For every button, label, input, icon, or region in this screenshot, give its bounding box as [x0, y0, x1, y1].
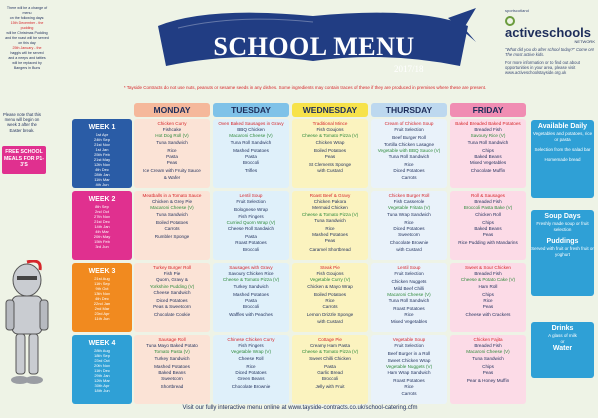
menu-item: Baked Breaded Baked Potatoes — [455, 121, 521, 126]
allergy-notice: * Tayside Contracts do not use nuts, peanuts or sesame seeds in any dishes. Some ingredients may contain traces of these if they are produced in premises where these are present. — [123, 85, 487, 90]
menu-item: Fruit Selection — [394, 343, 424, 349]
menu-item: Quorn, Gravy & — [156, 277, 188, 283]
menu-item: Tuna Roll Sandwich — [388, 154, 430, 160]
menu-item: Traditional Mince — [312, 121, 348, 126]
menu-item: Vegetable Soup — [392, 337, 426, 342]
title-banner — [148, 6, 478, 86]
menu-item: Macaroni Cheese (V) — [387, 291, 431, 297]
menu-item: Turkey Burger Roll — [152, 265, 192, 270]
menu-item: Creamy Ham Pasta — [309, 343, 351, 349]
menu-item: Cheese Roll Sandwich — [227, 226, 275, 232]
menu-item: Caramel Shortbread — [309, 246, 351, 252]
menu-item: Fish Pie — [163, 271, 181, 277]
menu-item: Turkey Sandwich — [154, 355, 190, 361]
menu-item: Ice Cream with Fruity Sauce — [143, 168, 201, 174]
menu-item: Diced Potatoes — [156, 298, 188, 304]
week-dates: 28th Aug 18th Sep 23rd Oct 20th Nov 11th Dec 29th Jan 12th Mar 30th Apr 18th Jun — [93, 348, 110, 393]
menu-item: Carrots — [401, 174, 417, 180]
menu-item: Baked Beans — [158, 370, 186, 376]
menu-item: Tuna Wrap Sandwich — [387, 211, 431, 217]
menu-item: Sausages with Gravy — [229, 265, 273, 270]
menu-item: Trifles — [244, 168, 258, 174]
menu-item: Chicken & Mayo Wrap — [307, 283, 353, 289]
menu-grid — [72, 103, 529, 403]
menu-item: Fruit Selection — [236, 199, 266, 205]
menu-item: Peas & Sweetcorn — [153, 304, 191, 310]
menu-item: Diced Potatoes — [393, 226, 425, 232]
menu-item: Rice Pudding with Mandarins — [458, 240, 518, 246]
soup-days-box: Soup Days Freshly made soup or fruit selection Puddings Served with fruit or fresh fruit or yoghurt — [531, 210, 594, 296]
menu-item: Broccoli — [242, 304, 260, 310]
menu-item: Fish Fingers — [238, 343, 264, 349]
day-header-friday: FRIDAY — [450, 103, 526, 117]
menu-item: Cheese & Tomato Pizza (V) — [301, 211, 359, 217]
menu-item: Broccoli Pasta Bake (V) — [463, 205, 513, 211]
menu-item: Bolognese Wrap — [234, 207, 268, 213]
menu-item: Carrots — [164, 226, 180, 232]
menu-item: Sweetcorn — [398, 232, 420, 238]
menu-item: Rice — [246, 363, 256, 369]
menu-item: Mashed Potatoes — [154, 363, 190, 369]
menu-item: Sweet Chilli Chicken — [309, 355, 351, 361]
menu-item: Mashed Potatoes — [312, 232, 348, 238]
menu-item: Sausage Roll — [158, 337, 186, 342]
menu-item: Chicken Roll — [475, 211, 501, 217]
menu-cell-week2-wednesday — [292, 191, 368, 260]
menu-item: with Custard — [317, 318, 343, 324]
menu-item: Vegetable Wrap (V) — [230, 349, 271, 355]
menu-item: BBQ Chicken — [237, 127, 265, 133]
menu-item: Chips — [482, 363, 494, 369]
menu-item: Boiled Potatoes — [313, 147, 347, 153]
menu-item: Diced Potatoes — [393, 168, 425, 174]
menu-item: Pasta — [166, 154, 178, 160]
menu-item: Lentil Soup — [239, 193, 263, 198]
menu-item: Curried Quorn Wrap (V) — [226, 219, 276, 225]
day-header-wednesday: WEDNESDAY — [292, 103, 368, 117]
menu-item: Fishcake — [162, 127, 182, 133]
menu-cell-week2-thursday — [371, 191, 447, 260]
menu-item: Diced Potatoes — [235, 370, 267, 376]
menu-cell-week4-monday — [134, 335, 210, 404]
menu-item: Chicken Curry — [157, 121, 187, 126]
menu-item: Chicken Wrap — [315, 139, 345, 145]
menu-item: Green Beans — [237, 376, 265, 382]
menu-item: Vegetable with BBQ Sauce (V) — [377, 147, 441, 153]
menu-item: Boiled Potatoes — [313, 291, 347, 297]
menu-item: Cheese & Tomato Pizza (V) — [301, 349, 359, 355]
menu-item: Rice — [404, 162, 414, 168]
menu-item: Breaded Fish — [474, 199, 502, 205]
menu-item: Rice — [404, 384, 414, 390]
menu-item: Tuna Roll Sandwich — [467, 139, 509, 145]
menu-item: Cheese & Tomato Pizza (V) — [222, 277, 280, 283]
menu-cell-week4-friday — [450, 335, 526, 404]
menu-item: Roast Beef & Gravy — [309, 193, 351, 198]
day-header-thursday: THURSDAY — [371, 103, 447, 117]
menu-item: Carrots — [401, 390, 417, 396]
menu-item: Vegetable Curry (V) — [309, 277, 351, 283]
available-daily-box: Available Daily Vegetables and potatoes, rice or pasta Selection from the salad bar Homemade bread — [531, 120, 594, 198]
menu-item: Cheese Roll — [238, 355, 264, 361]
menu-item: Fruit Selection — [394, 127, 424, 133]
footer-link-text: Visit our fully interactive menu online at www.tayside-contracts.co.uk/school-catering.cfm — [182, 405, 418, 411]
menu-item: with Custard — [396, 246, 422, 252]
menu-item: Tuna Sandwich — [156, 139, 188, 145]
menu-item: Tuna Sandwich — [472, 355, 504, 361]
menu-item: Sweet & Sour Chicken — [465, 265, 511, 270]
menu-item: Broccoli — [321, 376, 339, 382]
menu-item: Mashed Potatoes — [233, 291, 269, 297]
menu-item: Baked Beans — [474, 226, 502, 232]
menu-item: Cream of Chicken Soup — [384, 121, 434, 126]
menu-cell-week3-monday — [134, 263, 210, 332]
menu-item: Cheese & Potato Cake (V) — [460, 277, 516, 283]
menu-cell-week1-monday — [134, 119, 210, 188]
page-title: SCHOOL MENU — [213, 32, 415, 61]
menu-item: Fish Goujons — [316, 127, 344, 133]
menu-item: Waffles with Peaches — [229, 312, 273, 318]
menu-item: Peas — [482, 370, 494, 376]
menu-item: Baked Beans — [474, 154, 502, 160]
menu-item: Lemon Drizzle Sponge — [306, 312, 354, 318]
menu-item: Cheese & Tomato Pizza (V) — [301, 133, 359, 139]
menu-item: Fish Fingers — [238, 213, 264, 219]
menu-item: Chicken & Grey Pie — [151, 199, 193, 205]
menu-item: Breaded Fish — [474, 271, 502, 277]
menu-item: Mixed Vegetables — [390, 318, 428, 324]
week-4-label: WEEK 4 28th Aug 18th Sep 23rd Oct 20th Nov 11th Dec 29th Jan 12th Mar 30th Apr 18th Jun — [72, 335, 132, 404]
menu-item: Tuna Roll Sandwich — [230, 139, 272, 145]
menu-item: Tomato Pasta (V) — [154, 349, 190, 355]
menu-cell-week2-monday — [134, 191, 210, 260]
menu-item: Ham Wrap Sandwich — [387, 370, 431, 376]
menu-cell-week4-tuesday — [213, 335, 289, 404]
menu-item: Chips — [482, 291, 494, 297]
menu-item: Meatballs in a Tomato Sauce — [142, 193, 202, 198]
menu-item: Fish Goujons — [316, 271, 344, 277]
week-dates: 21st Aug 11th Sep 9th Oct 13th Nov 4th Dec 22nd Jan 2nd Mar 23rd Apr 11th Jun — [93, 276, 111, 321]
week-dates: 1st Apr 24th Sep 21st Nov 1st Jan 25th Feb 21st May 12th Nov 4th Dec 28th Jan 11th Mar 4th Jun — [93, 132, 111, 187]
menu-cell-week1-wednesday — [292, 119, 368, 188]
menu-item: Pasta — [245, 298, 257, 304]
menu-item: Carrots — [322, 304, 338, 310]
menu-item: Shortbread — [160, 384, 184, 390]
menu-item: Chocolate Brownie — [389, 240, 429, 246]
menu-item: Vegetable Nuggets (V) — [385, 363, 433, 369]
menu-item: Ham Roll — [478, 283, 498, 289]
week-2-label: WEEK 2 8th Sep 2nd Oct 27th Nov 21st Dec 14th Jan 4th Mar 20th May 15th Feb 3rd Jun — [72, 191, 132, 260]
menu-item: Peas — [324, 154, 336, 160]
menu-cell-week3-thursday — [371, 263, 447, 332]
menu-item: St Clements Sponge — [308, 162, 352, 168]
menu-item: Pear & Honey Muffin — [466, 378, 510, 384]
menu-item: Steak Pie — [320, 265, 340, 270]
menu-item: Boiled Potatoes — [155, 219, 189, 225]
day-header-tuesday: TUESDAY — [213, 103, 289, 117]
active-schools-logo: sportscotland activeschools NETWORK "What did you do after school today?" Come on! The most active kids. For more information or to find out about opportunities in your area, please visit www.activeschoolstayside.org.uk — [505, 8, 595, 75]
menu-item: Broccoli — [242, 246, 260, 252]
menu-item: with Custard — [317, 168, 343, 174]
menu-item: Pasta — [245, 234, 257, 240]
menu-cell-week1-friday — [450, 119, 526, 188]
menu-item: Cottage Pie — [317, 337, 342, 342]
menu-item: Roast Potatoes — [393, 378, 425, 384]
menu-item: Garlic Bread — [317, 370, 343, 376]
menu-item: Pasta — [245, 154, 257, 160]
menu-item: Jelly with Fruit — [315, 384, 345, 390]
menu-item: Tuna Sandwich — [314, 217, 346, 223]
week-3-label: WEEK 3 21st Aug 11th Sep 9th Oct 13th Nov 4th Dec 22nd Jan 2nd Mar 23rd Apr 11th Jun — [72, 263, 132, 332]
menu-item: Chinese Chicken Curry — [227, 337, 275, 342]
easter-note: Please note that this menu will begin on week 3 after the Easter break. — [3, 112, 41, 133]
menu-item: Macaroni Cheese (V) — [150, 205, 194, 211]
menu-item: Turkey Sandwich — [233, 283, 269, 289]
menu-cell-week4-wednesday — [292, 335, 368, 404]
week-dates: 8th Sep 2nd Oct 27th Nov 21st Dec 14th Jan 4th Mar 20th May 15th Feb 3rd Jun — [93, 204, 111, 249]
menu-item: Tuna Sandwich — [156, 211, 188, 217]
menu-item: Yorkshire Pudding (V) — [149, 283, 195, 289]
menu-item: Peas — [482, 232, 494, 238]
menu-item: Tuna Roll Sandwich — [388, 298, 430, 304]
menu-item: Tuna Mayo Baked Potato — [146, 343, 198, 349]
drinks-box: Drinks A glass of milk or Water — [531, 322, 594, 378]
menu-item: Chicken Pakora — [313, 199, 347, 205]
menu-item: Sweetcorn — [161, 376, 183, 382]
menu-item: Chips — [482, 147, 494, 153]
menu-item: Mild Beef Chilli — [393, 285, 425, 291]
menu-item: Fish Casserole — [393, 199, 425, 205]
menu-item: Broccoli — [242, 160, 260, 166]
menu-item: Chicken Nuggets — [391, 279, 427, 285]
menu-item: Macaroni Cheese (V) — [466, 349, 510, 355]
menu-change-notice: There will be a change of menu on the following days: 15th December - the pudding will be Christmas Pudding and the roast will be served on this day 25th January - the haggis will be served and a neeps and tatties will be replaced by Bangers in Buns — [5, 6, 49, 70]
menu-item: Roast Potatoes — [393, 306, 425, 312]
menu-item: Mixed Vegetables — [469, 160, 507, 166]
school-year: 2017/18 — [394, 64, 424, 74]
menu-item: Cheese Sandwich — [153, 289, 191, 295]
menu-item: Macaroni Cheese (V) — [229, 133, 273, 139]
menu-item: Savoury Chicken Rice — [228, 271, 274, 277]
menu-item: Fruit Selection — [394, 271, 424, 277]
menu-item: Oven Baked Sausages in Gravy — [218, 121, 284, 126]
menu-cell-week1-thursday — [371, 119, 447, 188]
menu-item: Peas — [166, 160, 178, 166]
menu-cell-week1-tuesday — [213, 119, 289, 188]
day-header-monday: MONDAY — [134, 103, 210, 117]
menu-item: Mermaid Chicken — [312, 205, 348, 211]
menu-item: Breaded Fish — [474, 343, 502, 349]
free-meals-badge: FREE SCHOOL MEALS FOR P1-3'S — [2, 146, 46, 174]
knight-mascot-icon — [2, 260, 52, 400]
menu-item: Rice — [325, 298, 335, 304]
menu-item: Rice — [483, 298, 493, 304]
menu-item: Chocolate Brownie — [231, 384, 271, 390]
menu-item: Tortilla Chicken Lasagne — [383, 141, 435, 147]
menu-item: Chocolate Muffin — [470, 168, 506, 174]
menu-item: Rice — [167, 147, 177, 153]
menu-item: Roast Potatoes — [235, 240, 267, 246]
menu-item: & Wafer — [163, 174, 181, 180]
menu-item: Rumbler Sponge — [154, 234, 190, 240]
menu-item: Rice — [404, 312, 414, 318]
week-1-label: WEEK 1 1st Apr 24th Sep 21st Nov 1st Jan 25th Feb 21st May 12th Nov 4th Dec 28th Jan 11th Mar 4th Jun — [72, 119, 132, 188]
menu-item: Pasta — [324, 363, 336, 369]
menu-item: Chicken Burger Roll — [388, 193, 430, 198]
menu-cell-week2-friday — [450, 191, 526, 260]
menu-item: Cheese with Crackers — [465, 312, 511, 318]
menu-item: Rice — [325, 226, 335, 232]
menu-item: Sweet Chicken Wrap — [387, 357, 431, 363]
menu-cell-week2-tuesday — [213, 191, 289, 260]
menu-item: Lentil Soup — [397, 265, 421, 270]
menu-item: Chocolate Cookie — [153, 312, 191, 318]
menu-item: Vegetable Fritata (V) — [387, 205, 431, 211]
menu-item: Roll & Sausages — [471, 193, 505, 198]
menu-item: Peas — [482, 304, 494, 310]
menu-item: Hot Dog Roll (V) — [155, 133, 189, 139]
menu-item: Mashed Potatoes — [233, 147, 269, 153]
menu-item: Savoury Rice (V) — [470, 133, 506, 139]
menu-item: Peas — [324, 238, 336, 244]
menu-cell-week3-wednesday — [292, 263, 368, 332]
menu-item: Chicken Fajita — [473, 337, 503, 342]
menu-item: Beef Burger in a Roll — [387, 351, 431, 357]
menu-item: Beef Burger Roll — [392, 135, 426, 141]
menu-item: Breaded Fish — [474, 127, 502, 133]
menu-cell-week3-tuesday — [213, 263, 289, 332]
menu-cell-week3-friday — [450, 263, 526, 332]
menu-item: Chips — [482, 219, 494, 225]
menu-cell-week4-thursday — [371, 335, 447, 404]
menu-item: Rice — [404, 219, 414, 225]
